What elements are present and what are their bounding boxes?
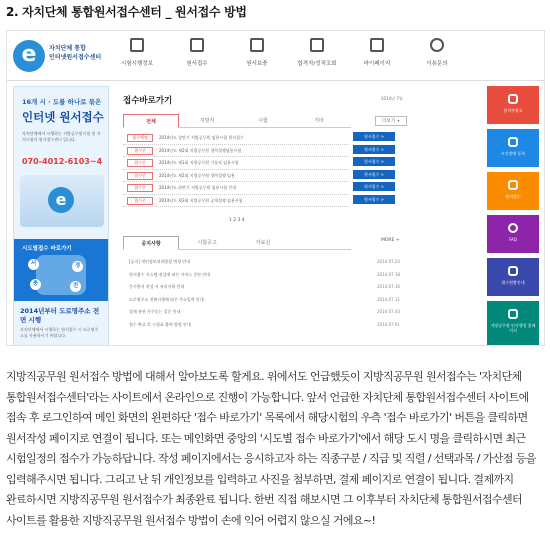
nav-label: 이용문의	[426, 61, 448, 67]
region-button[interactable]: 전	[70, 281, 81, 292]
nav-apply[interactable]	[167, 38, 227, 67]
apply-button[interactable]: 원서접수 >	[353, 145, 395, 154]
quick-item-results[interactable]	[487, 86, 539, 124]
list-item[interactable]	[123, 157, 349, 170]
list-item[interactable]	[123, 145, 349, 158]
chat-icon	[508, 223, 518, 233]
promo-subtitle: 16개 시 · 도를 하나로 묶은	[22, 98, 102, 106]
apply-button[interactable]: 원서접수 >	[353, 132, 395, 141]
quick-label: 접수현황안내	[501, 280, 525, 285]
article-body: 지방직공무원 원서접수 방법에 대해서 알아보도록 할게요. 위에서도 언급했듯이 지방직공무원 원서접수는 '자치단체 통합원서접수센터'라는 사이트에서 온라인으로 진행이 가능합니다. 앞서 언급한 자치단체 통합원서접수센터 사이트에 접속 후 로그인하여 메인 화면의 왼편하단 '접수 바로가기' 목록에서 해당시험의 우측 '접수 바로가기' 버튼을 클릭하면 원서작성 페이지로 연결이 됩니다. 또는 메인화면 중앙의 '시도별 접수 바로가기'에서 해당 도시 명을 클릭하시면 최근 시험일정의 접수가 가능하답니다. 작성 페이지에서는 응시하고자 하는 직종구분 / 직급 및 직렬 / 선택과목 / 가산점 등을 입력해주시면 됩니다. 그리고 난 뒤 개인정보를 입력하고 사진을 첨부하면, 결제 페이지로 연결이 됩니다. 결제까지 완료하시면 지방직공무원 원서접수가 최종완료 됩니다. 한번 직접 해보시면 그 이후부터 자치단체 통합원서접수센터 사이트를 활용한 지방직공무원 원서접수 방법이 손에 익어 어렵지 않으실 거에요~!	[6, 370, 536, 527]
list-item[interactable]	[123, 182, 349, 195]
notice-title: 결제 관련 자주묻는 질문 안내	[129, 309, 181, 314]
notice-title: 응시원서 작성 시 유의사항 안내	[129, 284, 185, 289]
nav-label: 원서접수	[186, 61, 208, 67]
tab-etc[interactable]: 기타	[314, 118, 324, 124]
exam-name: 2014년도 하반기 지방공무원 임용시험 안내	[159, 185, 237, 190]
nav-inquiry[interactable]	[407, 38, 467, 67]
logo-line2: 인터넷원서접수센터	[49, 54, 102, 61]
nav-label: 시험시행정보	[121, 61, 153, 67]
promo-phone: 070-4012-6103~4	[22, 157, 103, 166]
apply-buttons	[353, 132, 395, 207]
notice-date: 2014.07.24	[377, 259, 400, 264]
status-badge: 접수중	[127, 197, 153, 205]
region-shortcut	[14, 239, 108, 301]
status-badge: 접수예정	[127, 134, 153, 142]
list-item[interactable]	[123, 256, 401, 269]
nav-label: 원서보충	[246, 61, 268, 67]
person-icon	[430, 38, 444, 52]
promo-title: 인터넷 원서접수	[22, 110, 104, 124]
printer-icon	[250, 38, 264, 52]
nav-mypage[interactable]	[347, 38, 407, 67]
notice-date: 2014.07.03	[377, 309, 400, 314]
list-item[interactable]	[123, 281, 401, 294]
monitor-icon	[508, 137, 518, 147]
exam-name: 2014년도 상반기 지방공무원 임용시험 원서접수	[159, 135, 244, 140]
quick-label: 합격자발표	[503, 108, 523, 113]
quick-item-disability[interactable]	[487, 129, 539, 167]
roadname-notice-title: 2014년부터 도로명주소 전면 시행	[20, 307, 100, 324]
notice-title: [공지] 개인정보처리방침 변경 안내	[129, 259, 191, 264]
quick-label: 원서접수	[505, 194, 521, 199]
logo-text	[49, 44, 101, 62]
pencil-icon	[508, 180, 518, 190]
notice-date: 2014.07.18	[377, 271, 400, 277]
apply-button[interactable]: 원서접수 >	[353, 170, 395, 179]
apply-button[interactable]: 원서접수 >	[353, 195, 395, 204]
status-badge: 접수중	[127, 147, 153, 155]
notice-title: 접수 완료 후 수험표 출력 방법 안내	[129, 321, 191, 327]
list-item[interactable]	[123, 132, 349, 145]
list-item[interactable]	[123, 294, 401, 307]
e-logo-icon: e	[48, 187, 74, 213]
list-item[interactable]	[123, 170, 349, 183]
notice-date: 2014.07.16	[377, 284, 400, 289]
status-badge: 접수중	[127, 172, 153, 180]
trophy-icon	[508, 94, 518, 104]
quick-item-faq[interactable]	[487, 215, 539, 253]
apply-button[interactable]: 원서접수 >	[353, 157, 395, 166]
calendar-icon	[370, 38, 384, 52]
quick-item-hr-homepage[interactable]	[487, 301, 539, 346]
notice-date: 2014.07.11	[377, 296, 400, 302]
article-heading: 2. 자치단체 통합원서접수센터 _ 원서접수 방법	[6, 5, 247, 19]
notice-date: 2014.07.01	[377, 321, 400, 327]
logo-e-icon: e	[13, 40, 45, 72]
tab-local[interactable]: 지방직	[199, 118, 215, 124]
region-button[interactable]: 충	[30, 279, 41, 290]
nav-exam-info[interactable]	[107, 38, 167, 67]
quick-label: FAQ	[509, 237, 517, 242]
quick-label: 지방공무원 인사행정 홈페이지	[490, 323, 536, 333]
promo-panel	[13, 86, 109, 346]
notice-list	[123, 256, 401, 331]
notice-title: 원서접수 시스템 점검에 따른 서비스 중단 안내	[129, 271, 211, 277]
nav-results[interactable]	[287, 38, 347, 67]
exam-name: 2014년도 제2회 지방공무원 경력경쟁 임용	[159, 172, 235, 178]
clipboard-icon	[310, 38, 324, 52]
tab-exam-announcement[interactable]: 시험공고	[197, 240, 217, 246]
quick-menu	[487, 86, 539, 346]
city-illustration	[20, 175, 104, 227]
roadname-notice-desc: 자치단체에서 시행하는 원서접수 시 도로명주소를 사용하시기 바랍니다.	[20, 327, 99, 338]
folder-icon	[190, 38, 204, 52]
tab-all[interactable]: 전체	[123, 114, 179, 128]
nav-label: 합격자/성적조회	[297, 61, 337, 67]
shortcut-title: 시도별접수 바로가기	[22, 246, 72, 252]
section-title: 접수바로가기	[123, 96, 173, 106]
apply-tabs	[123, 114, 351, 128]
notice-title: 도로명주소 전면시행에 따른 주소입력 안내	[129, 296, 204, 302]
status-badge: 접수중	[127, 184, 153, 192]
exam-name: 2014년도 제2회 지방공무원 경력경쟁임용시험	[159, 147, 242, 153]
more-button[interactable]: MORE +	[381, 238, 400, 243]
pagination[interactable]: 1 2 3 4	[229, 218, 245, 223]
site-header	[7, 31, 544, 81]
quick-item-status[interactable]	[487, 258, 539, 296]
tab-archive[interactable]: 자료실	[255, 240, 271, 246]
quick-item-apply[interactable]	[487, 172, 539, 210]
region-button[interactable]: 경	[72, 261, 83, 272]
promo-desc: 자치단체에서 시행하는 지방공무원시험 및 자격시험의 원서접수센터 입니다.	[22, 131, 101, 142]
list-item[interactable]	[123, 306, 401, 319]
nav-label: 마이페이지	[363, 61, 391, 67]
main-content	[119, 86, 485, 346]
list-item[interactable]	[123, 195, 349, 208]
date-info: 2014년 7월	[381, 96, 403, 101]
apply-list	[123, 132, 349, 207]
logo-line1: 자치단체 통합	[49, 45, 86, 52]
nav-supplement[interactable]	[227, 38, 287, 67]
tab-exam[interactable]: 시험	[258, 118, 268, 124]
apply-button[interactable]: 원서접수 >	[353, 182, 395, 191]
main-navigation	[107, 38, 542, 76]
building-icon	[508, 309, 518, 319]
region-button[interactable]: 서	[28, 259, 39, 270]
tab-notice[interactable]: 공지사항	[123, 236, 179, 250]
view-more-button[interactable]: 더보기 +	[375, 116, 407, 126]
list-item[interactable]	[123, 319, 401, 332]
notice-tabs	[123, 236, 351, 250]
exam-name: 2014년도 제3회 지방공무원 공개경쟁 임용시험	[159, 197, 243, 203]
screen-icon	[508, 266, 518, 276]
document-icon	[130, 38, 144, 52]
status-badge: 접수중	[127, 159, 153, 167]
quick-label: 시각장애 등록	[500, 151, 526, 156]
site-screenshot	[6, 30, 545, 346]
exam-name: 2014년도 제1회 지방공무원 기술직 임용시험	[159, 160, 239, 165]
list-item[interactable]	[123, 269, 401, 282]
